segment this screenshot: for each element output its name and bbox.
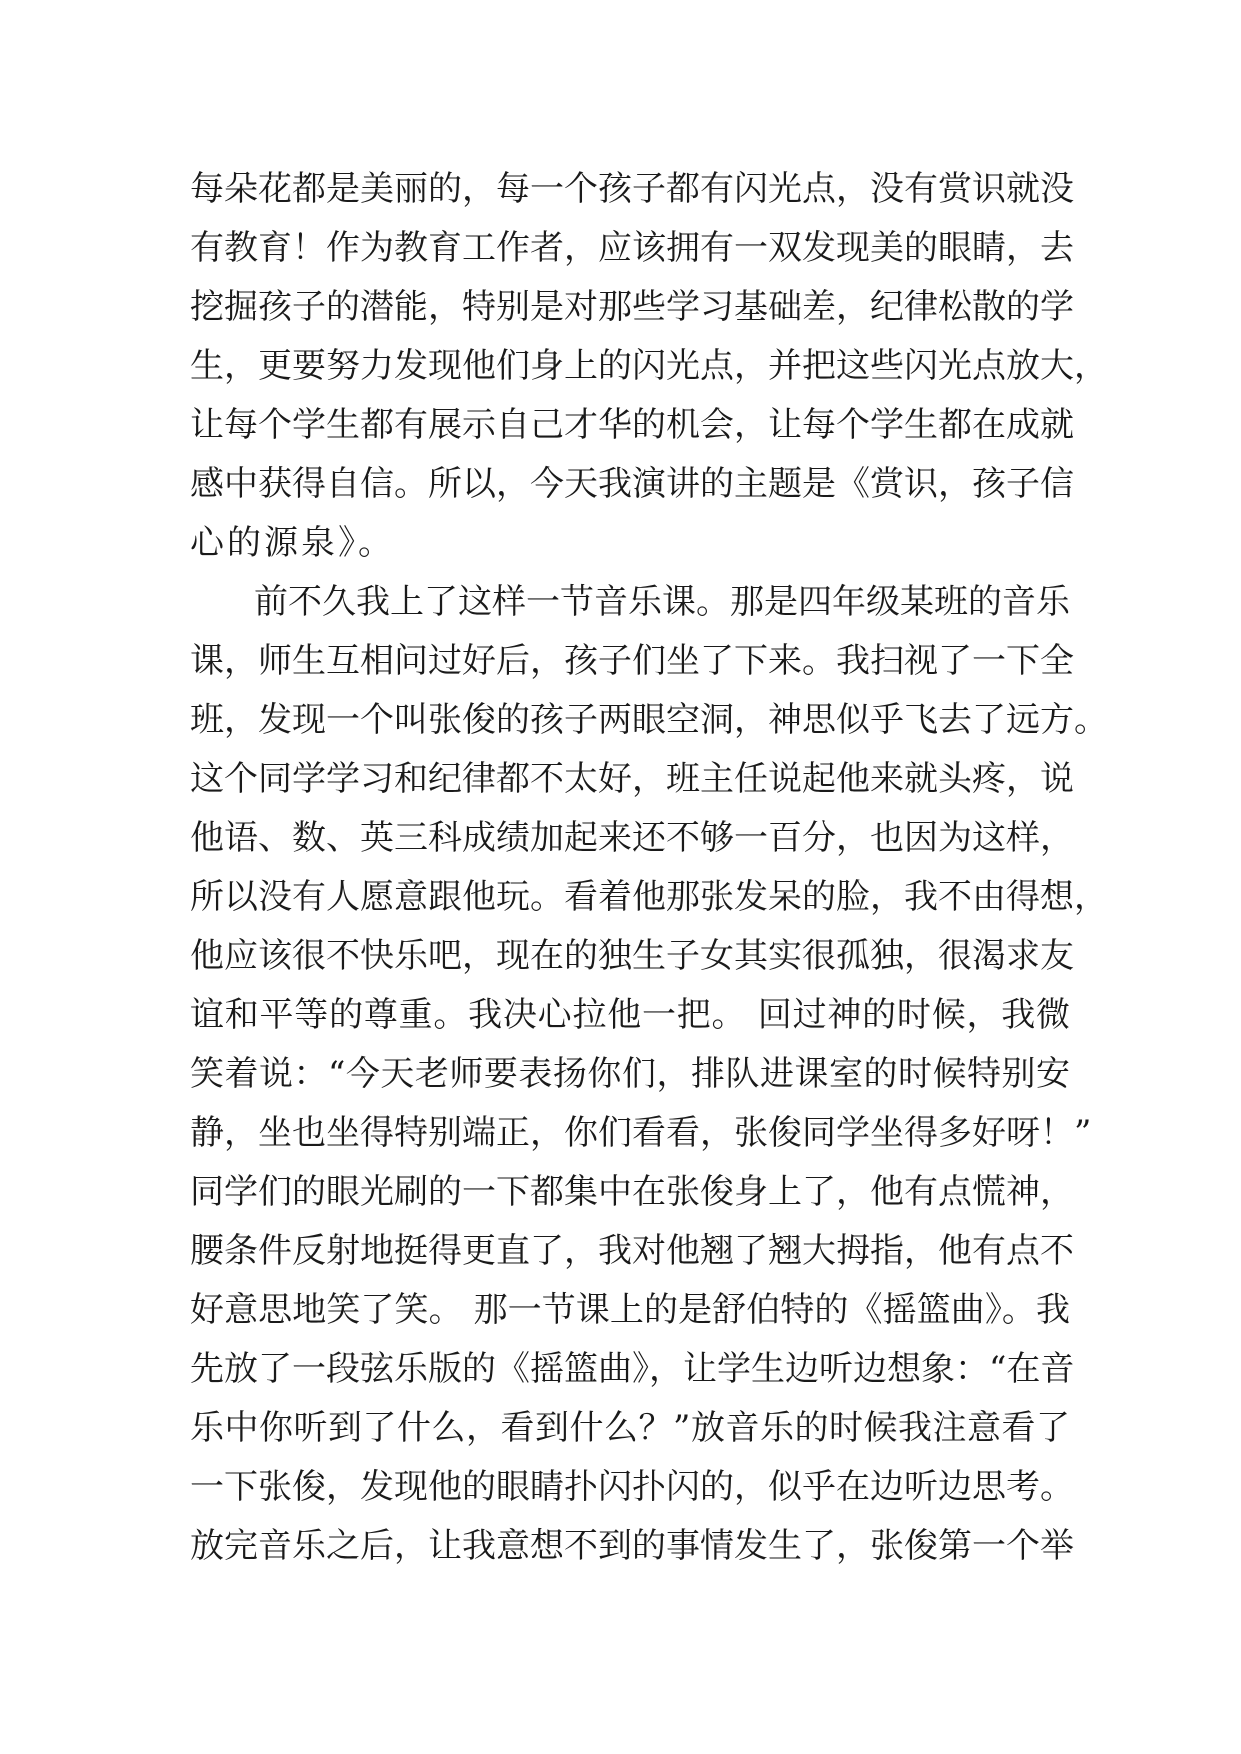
text-line: 所以没有人愿意跟他玩。看着他那张发呆的脸，我不由得想，	[190, 877, 1108, 917]
text-line: 挖掘孩子的潜能，特别是对那些学习基础差，纪律松散的学	[190, 287, 1074, 327]
text-line: 一下张俊，发现他的眼睛扑闪扑闪的，似乎在边听边思考。	[190, 1467, 1074, 1507]
text-line: 课，师生互相问过好后，孩子们坐了下来。我扫视了一下全	[190, 641, 1074, 681]
text-line: 同学们的眼光刷的一下都集中在张俊身上了，他有点慌神，	[190, 1172, 1074, 1212]
text-line: 静，坐也坐得特别端正，你们看看，张俊同学坐得多好呀！”	[190, 1113, 1092, 1153]
text-line: 班，发现一个叫张俊的孩子两眼空洞，神思似乎飞去了远方。	[190, 700, 1108, 740]
text-line: 放完音乐之后，让我意想不到的事情发生了，张俊第一个举	[190, 1526, 1074, 1566]
text-line: 这个同学学习和纪律都不太好，班主任说起他来就头疼，说	[190, 759, 1074, 799]
paragraph	[190, 573, 1108, 1635]
text-line: 前不久我上了这样一节音乐课。那是四年级某班的音乐	[254, 582, 1070, 622]
text-line: 谊和平等的尊重。我决心拉他一把。 回过神的时候，我微	[190, 995, 1070, 1035]
text-line: 乐中你听到了什么，看到什么？”放音乐的时候我注意看了	[190, 1408, 1070, 1448]
text-line: 感中获得自信。所以，今天我演讲的主题是《赏识，孩子信	[190, 464, 1074, 504]
text-line: 有教育！作为教育工作者，应该拥有一双发现美的眼睛，去	[190, 228, 1074, 268]
text-line: 腰条件反射地挺得更直了，我对他翘了翘大拇指，他有点不	[190, 1231, 1074, 1271]
text-line: 他语、数、英三科成绩加起来还不够一百分，也因为这样，	[190, 818, 1074, 858]
text-line: 好意思地笑了笑。 那一节课上的是舒伯特的《摇篮曲》。我	[190, 1290, 1070, 1330]
document-body	[190, 160, 1108, 1635]
text-line: 先放了一段弦乐版的《摇篮曲》，让学生边听边想象：“在音	[190, 1349, 1075, 1389]
text-line: 每朵花都是美丽的，每一个孩子都有闪光点，没有赏识就没	[190, 169, 1074, 209]
text-line	[190, 1576, 1070, 1635]
text-line: 他应该很不快乐吧，现在的独生子女其实很孤独，很渴求友	[190, 936, 1074, 976]
text-line: 笑着说：“今天老师要表扬你们，排队进课室的时候特别安	[190, 1054, 1070, 1094]
text-line: 让每个学生都有展示自己才华的机会，让每个学生都在成就	[190, 405, 1074, 445]
text-line: 心的源泉》。	[190, 523, 395, 563]
paragraph	[190, 160, 1108, 573]
text-line: 生，更要努力发现他们身上的闪光点，并把这些闪光点放大，	[190, 346, 1108, 386]
